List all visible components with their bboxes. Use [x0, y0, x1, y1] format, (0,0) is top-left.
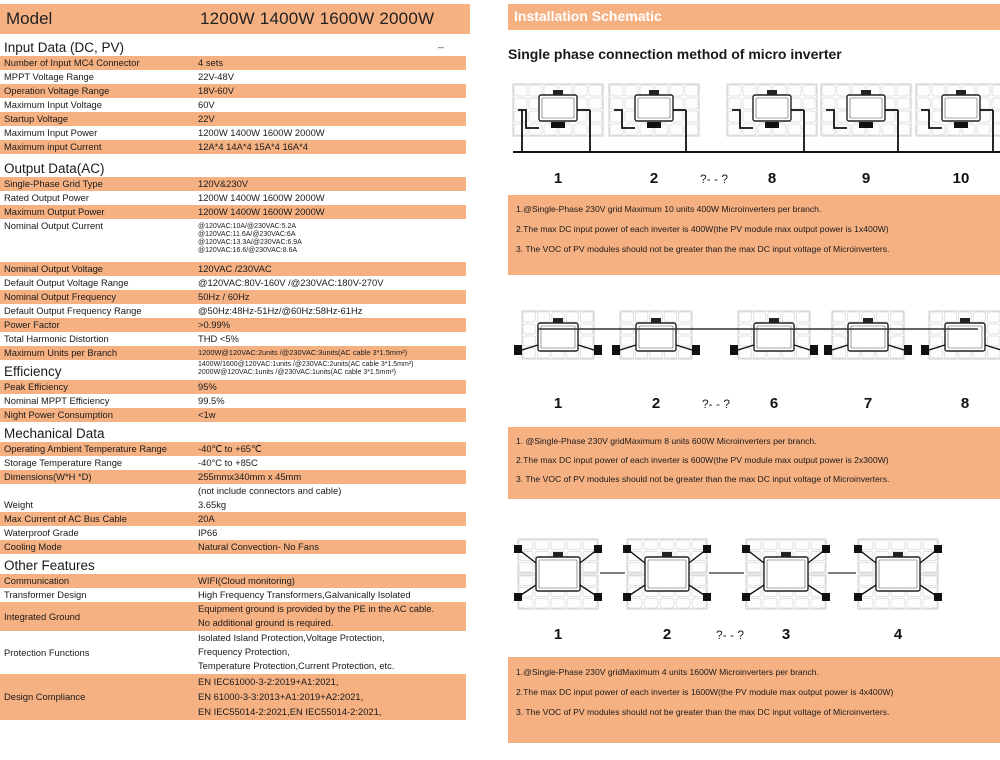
- spec-row: Maximum Input Voltage 60V: [4, 99, 215, 110]
- inverter-icon: [942, 90, 980, 121]
- unit-number: 7: [863, 395, 873, 412]
- spec-row: Nominal MPPT Efficiency 99.5%: [4, 395, 225, 406]
- spec-row: (not include connectors and cable): [198, 485, 342, 496]
- spec-row: Default Output Voltage Range @120VAC:80V-160V /@230VAC:180V-270V: [4, 277, 384, 288]
- inverter-icon: [538, 318, 578, 351]
- unit-number: 1: [553, 395, 563, 412]
- spec-row: Design Compliance EN IEC61000-3-2:2019+A1:2021, EN 61000-3-3:2013+A1:2019+A2:2021, EN IEC55014-2:2021,EN IEC55014-2:2021,: [0, 674, 466, 720]
- unit-number: 10: [952, 170, 970, 187]
- spec-row: Peak Efficiency 95%: [0, 380, 466, 394]
- spec-row: Rated Output Power 1200W 1400W 1600W 2000W: [4, 192, 325, 203]
- note-line: 2.The max DC input power of each inverter is 400W(the PV module max output power is 1x400W): [516, 224, 889, 234]
- spec-row: Storage Temperature Range -40°C to +85C: [4, 457, 258, 468]
- diagram-1: [508, 80, 1000, 190]
- section-title-efficiency: Efficiency: [4, 364, 62, 379]
- unit-number: 9: [861, 170, 871, 187]
- units-extra-lines: 1400W/1600@120VAC:1units /@230VAC:2units(AC cable 3*1.5mm²) 2000W@120VAC:1units /@230VAC:1units(AC cable 3*1.5mm²): [198, 361, 414, 376]
- inverter-icon: [753, 90, 791, 121]
- spec-row: Max Current of AC Bus Cable 20A: [0, 512, 466, 526]
- spec-row: Night Power Consumption <1w: [0, 408, 466, 422]
- unit-number: 2: [662, 626, 672, 643]
- spec-row: Maximum input Current 12A*4 14A*4 15A*4 16A*4: [0, 140, 466, 154]
- unit-number: 2: [649, 170, 659, 187]
- ellipsis-mark: ?- - ?: [701, 397, 731, 411]
- spec-row: MPPT Voltage Range 22V-48V: [4, 71, 234, 82]
- diagram-3-graphic: [508, 535, 1000, 650]
- note-line: 3. The VOC of PV modules should not be greater than the max DC input voltage of Microinverters.: [516, 707, 890, 717]
- model-values: 1200W 1400W 1600W 2000W: [200, 9, 435, 28]
- diagram-2-graphic: [508, 305, 1000, 415]
- unit-number: 2: [651, 395, 661, 412]
- section-title-output: Output Data(AC): [4, 161, 105, 176]
- installation-header: [508, 4, 1000, 30]
- inverter-icon: [945, 318, 985, 351]
- note-line: 1.@Single-Phase 230V grid Maximum 10 units 400W Microinverters per branch.: [516, 204, 822, 214]
- inverter-icon: [764, 552, 808, 591]
- unit-number: 8: [960, 395, 970, 412]
- spec-row: Startup Voltage 22V: [0, 112, 466, 126]
- unit-number: 3: [781, 626, 791, 643]
- installation-subtitle: Single phase connection method of micro inverter: [508, 46, 842, 62]
- spec-sheet: [0, 0, 470, 760]
- spec-row: Single-Phase Grid Type 120V&230V: [0, 177, 466, 191]
- section-title-mechanical: Mechanical Data: [4, 426, 105, 441]
- spec-row: Maximum Units per Branch 1200W@120VAC:2units /@230VAC:3units(AC cable 3*1.5mm²): [0, 346, 466, 360]
- installation-schematic: [508, 0, 1000, 760]
- inverter-icon: [645, 552, 689, 591]
- unit-number: 1: [553, 626, 563, 643]
- inverter-icon: [536, 552, 580, 591]
- spec-row: Maximum Output Power 1200W 1400W 1600W 2000W: [0, 205, 466, 219]
- note-line: 1. @Single-Phase 230V gridMaximum 8 units 600W Microinverters per branch.: [516, 436, 817, 446]
- diagram-3: [508, 535, 1000, 650]
- unit-number: 8: [767, 170, 777, 187]
- section-title-input: Input Data (DC, PV): [4, 40, 125, 55]
- spec-row: Nominal Output Frequency 50Hz / 60Hz: [0, 290, 466, 304]
- spec-row: Protection Functions Isolated Island Protection,Voltage Protection, Frequency Protection, Temperature Protection,Current Protection, etc.: [4, 632, 395, 671]
- inverter-icon: [876, 552, 920, 591]
- note-line: 3. The VOC of PV modules should not be greater than the max DC input voltage of Microinverters.: [516, 474, 890, 484]
- spec-row: Communication WIFI(Cloud monitoring): [0, 574, 466, 588]
- spec-row: Total Harmonic Distortion THD <5%: [4, 333, 239, 344]
- note-box-3: [508, 657, 1000, 743]
- spec-row: Number of Input MC4 Connector 4 sets: [0, 56, 466, 70]
- inverter-icon: [847, 90, 885, 121]
- section-title-other: Other Features: [4, 558, 95, 573]
- spec-row: Default Output Frequency Range @50Hz:48Hz-51Hz/@60Hz:58Hz-61Hz: [4, 305, 363, 316]
- unit-number: 6: [769, 395, 779, 412]
- model-label: Model: [6, 9, 53, 28]
- unit-number: 1: [553, 170, 563, 187]
- spec-row: Maximum Input Power 1200W 1400W 1600W 2000W: [4, 127, 325, 138]
- note-line: 2.The max DC input power of each inverter is 600W(the PV module max output power is 2x300W): [516, 455, 889, 465]
- inverter-icon: [635, 90, 673, 121]
- model-bar: [0, 4, 470, 34]
- spec-row: Integrated Ground Equipment ground is provided by the PE in the AC cable. No additional ground is required.: [0, 602, 466, 631]
- spec-row: Cooling Mode Natural Convection- No Fans: [0, 540, 466, 554]
- inverter-icon: [636, 318, 676, 351]
- note-box-1: [508, 195, 1000, 275]
- spec-row: Operating Ambient Temperature Range -40℃ to +65℃: [0, 442, 466, 456]
- dash-mark: _: [438, 38, 444, 49]
- installation-title: Installation Schematic: [514, 8, 662, 24]
- diagram-2: [508, 305, 1000, 415]
- spec-row: Transformer Design High Frequency Transformers,Galvanically Isolated: [4, 589, 411, 600]
- unit-number: 4: [893, 626, 903, 643]
- inverter-icon: [754, 318, 794, 351]
- note-line: 1.@Single-Phase 230V gridMaximum 4 units 1600W Microinverters per branch.: [516, 667, 819, 677]
- spec-row: Dimensions(W*H *D) 255mmx340mm x 45mm: [0, 470, 466, 484]
- spec-row: Nominal Output Current @120VAC:10A/@230VAC:5.2A @120VAC:11.6A/@230VAC:6A @120VAC:13.3A/@230VAC:6.9A @120VAC:16.6/@230VAC:8.6A: [4, 220, 302, 254]
- ellipsis-mark: ?- - ?: [715, 628, 745, 642]
- note-line: 2.The max DC input power of each inverter is 1600W(the PV module max output power is 4x400W): [516, 687, 894, 697]
- spec-row: Operation Voltage Range 18V-60V: [0, 84, 466, 98]
- spec-row: Nominal Output Voltage 120VAC /230VAC: [0, 262, 466, 276]
- note-box-2: [508, 427, 1000, 499]
- ellipsis-mark: ?- - ?: [699, 172, 729, 186]
- spec-row: Weight 3.65kg: [4, 499, 227, 510]
- inverter-icon: [539, 90, 577, 121]
- note-line: 3. The VOC of PV modules should not be greater than the max DC input voltage of Microinverters.: [516, 244, 890, 254]
- spec-row: Waterproof Grade IP66: [4, 527, 218, 538]
- spec-row: Power Factor >0.99%: [0, 318, 466, 332]
- diagram-1-graphic: [508, 80, 1000, 190]
- inverter-icon: [848, 318, 888, 351]
